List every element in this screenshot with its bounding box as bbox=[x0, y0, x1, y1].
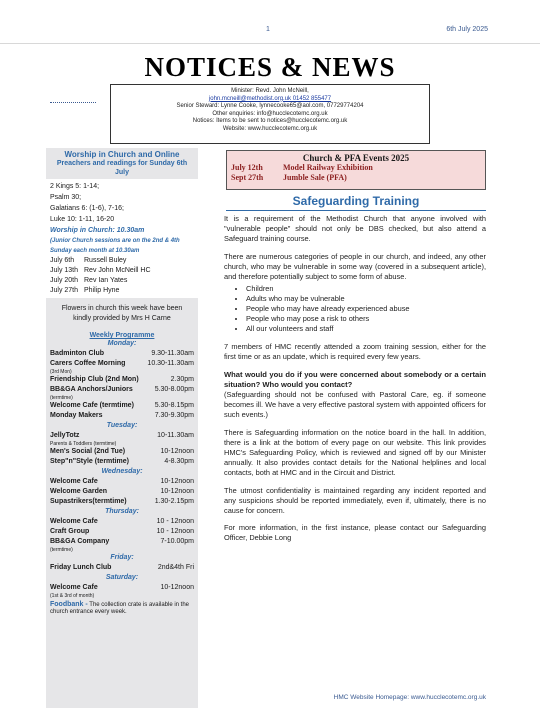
programme-time: 10 - 12noon bbox=[156, 528, 194, 535]
reading-item: 2 Kings 5: 1-14; bbox=[50, 183, 100, 190]
programme-note: (3rd Mon) bbox=[50, 369, 72, 375]
weekly-programme bbox=[46, 339, 198, 599]
programme-time: 10-12noon bbox=[160, 488, 194, 495]
programme-row bbox=[50, 517, 194, 527]
events-box bbox=[226, 150, 486, 190]
programme-row bbox=[50, 411, 194, 421]
programme-activity: BB&GA Anchors/Juniors bbox=[50, 386, 133, 393]
programme-row bbox=[50, 583, 194, 593]
contact-box bbox=[110, 84, 430, 144]
preachers-title: Preachers and readings for Sunday 6th July bbox=[56, 160, 188, 176]
programme-activity: BB&GA Company bbox=[50, 538, 110, 545]
list-item: • Adults who may be vulnerable bbox=[246, 294, 486, 304]
programme-activity: Badminton Club bbox=[50, 350, 105, 357]
programme-row bbox=[50, 537, 194, 547]
event-name: Model Railway Exhibition bbox=[283, 163, 373, 172]
issue-date: 6th July 2025 bbox=[446, 26, 488, 33]
programme-row bbox=[50, 401, 194, 411]
decorative-dotted-line bbox=[50, 102, 96, 103]
preacher-row bbox=[50, 266, 194, 276]
preacher-name: Rev Ian Yates bbox=[84, 277, 128, 284]
programme-activity: Men's Social (2nd Tue) bbox=[50, 448, 126, 455]
programme-row bbox=[50, 527, 194, 537]
programme-row bbox=[50, 563, 194, 573]
sidebar bbox=[46, 148, 198, 708]
programme-row bbox=[50, 375, 194, 385]
page-number: 1 bbox=[266, 26, 270, 33]
foodbank-note bbox=[46, 599, 198, 618]
programme-time: 10-11.30am bbox=[157, 432, 194, 439]
reading-item: Psalm 30; bbox=[50, 194, 82, 201]
events-title: Church & PFA Events 2025 bbox=[302, 153, 410, 163]
programme-activity: Craft Group bbox=[50, 528, 90, 535]
event-date: July 12th bbox=[231, 163, 263, 172]
event-row bbox=[231, 163, 481, 173]
programme-note: (termtime) bbox=[50, 547, 73, 553]
article-paragraph: (Safeguarding should not be confused with Pastoral Care, eg. if someone becomes ill. We have a very effective pastoral system with appointed officers for such events.) bbox=[224, 390, 486, 420]
article-paragraph: The utmost confidentiality is maintained regarding any incident reported and any suspicions should be reported immediately, even if, ultimately, there is no cause for concern. bbox=[224, 485, 486, 516]
reading-item: Luke 10: 1-11, 16-20 bbox=[50, 216, 115, 223]
programme-time: 4-8.30pm bbox=[164, 458, 194, 465]
flowers-notice: Flowers in church this week have been kindly provided by Mrs H Carne bbox=[46, 298, 198, 330]
minister-email[interactable]: john.mcneill@methodist.org.uk 01452 855477 bbox=[208, 95, 332, 102]
programme-activity: Welcome Cafe bbox=[50, 518, 98, 525]
programme-row bbox=[50, 385, 194, 395]
junior-church-note: (Junior Church sessions are on the 2nd & 4th Sunday each month at 10.30am bbox=[50, 238, 180, 254]
article-paragraph: There is Safeguarding information on the notice board in the hall. In addition, there is a link at the bottom of every page on our website. This link provides HMC's Safeguarding Policy, which is reviewed and signed off by our Minister annually. It also provides contact details for the National helplines and local contacts, both at HMC and in the Circuit and District. bbox=[224, 427, 486, 478]
preacher-name: Rev John McNeill HC bbox=[84, 267, 151, 274]
worship-time: Worship in Church: 10.30am bbox=[50, 227, 145, 234]
programme-time: 10-12noon bbox=[160, 584, 194, 591]
programme-day: Wednesday: bbox=[101, 468, 143, 475]
preacher-date: July 13th bbox=[50, 267, 79, 274]
preacher-date: July 27th bbox=[50, 287, 79, 294]
preacher-row bbox=[50, 286, 194, 296]
foodbank-title: Foodbank - bbox=[50, 601, 88, 608]
programme-day: Friday: bbox=[110, 554, 134, 561]
reading-item: Galatians 6: (1-6), 7-16; bbox=[50, 205, 124, 212]
programme-note: Parents & Toddlers (termtime) bbox=[50, 441, 117, 447]
preacher-row bbox=[50, 276, 194, 286]
article-paragraph: There are numerous categories of people in our church, and indeed, any other church, who may be vulnerable in some way (covered in a subsequent article), and therefore potentially subject to some form of abuse. bbox=[224, 251, 486, 282]
programme-time: 5.30-8.15pm bbox=[154, 402, 194, 409]
preacher-name: Philip Hyne bbox=[84, 287, 120, 294]
article-body bbox=[224, 214, 486, 551]
preachers-list bbox=[50, 256, 194, 296]
programme-activity: JellyTotz bbox=[50, 432, 80, 439]
programme-row bbox=[50, 349, 194, 359]
preacher-name: Russell Buley bbox=[84, 257, 127, 264]
minister-line: Minister: Revd. John McNeill, bbox=[231, 88, 309, 94]
article-paragraph: For more information, in the first instance, please contact our Safeguarding Officer, Debbie Long bbox=[224, 523, 486, 543]
programme-time: 2nd&4th Fri bbox=[157, 564, 194, 571]
list-item: • Children bbox=[246, 284, 486, 294]
article-paragraph: 7 members of HMC recently attended a zoom training session, either for the first time or as an update, which is required every few years. bbox=[224, 342, 486, 362]
article-title: Safeguarding Training bbox=[226, 194, 486, 211]
programme-row bbox=[50, 497, 194, 507]
programme-activity: Welcome Cafe bbox=[50, 478, 98, 485]
programme-day: Thursday: bbox=[105, 508, 139, 515]
readings-block bbox=[46, 179, 198, 298]
programme-activity: Welcome Cafe (termtime) bbox=[50, 402, 134, 409]
notices-line: Notices: Items to be sent to notices@hucclecotemc.org.uk bbox=[192, 118, 348, 125]
programme-title: Weekly Programme bbox=[89, 332, 155, 339]
programme-time: 10 - 12noon bbox=[156, 518, 194, 525]
event-date: Sept 27th bbox=[231, 173, 264, 182]
programme-row bbox=[50, 487, 194, 497]
preacher-row bbox=[50, 256, 194, 266]
foodbank-text: The collection crate is available in the church entrance every week. bbox=[50, 602, 190, 615]
programme-row bbox=[50, 431, 194, 441]
programme-day: Tuesday: bbox=[106, 422, 138, 429]
website-line[interactable]: Website: www.hucclecotemc.org.uk bbox=[222, 125, 318, 132]
programme-time: 7-10.00pm bbox=[160, 538, 194, 545]
programme-day: Monday: bbox=[107, 340, 137, 347]
programme-time: 10.30-11.30am bbox=[147, 360, 194, 367]
list-item: • People who may pose a risk to others bbox=[246, 314, 486, 324]
programme-time: 10-12noon bbox=[160, 448, 194, 455]
article-question: What would you do if you were concerned about somebody or a certain situation? Who would you contact? bbox=[224, 369, 486, 389]
programme-activity: Friendship Club (2nd Mon) bbox=[50, 376, 139, 383]
programme-time: 1.30-2.15pm bbox=[154, 498, 194, 505]
article-paragraph: It is a requirement of the Methodist Church that anyone involved with "vulnerable people" should not only be DBS checked, but also attend a Safeguard training course. bbox=[224, 214, 486, 244]
programme-row bbox=[50, 477, 194, 487]
programme-row bbox=[50, 359, 194, 369]
worship-title: Worship in Church and Online bbox=[64, 150, 180, 159]
list-item: • All our volunteers and staff bbox=[246, 324, 486, 334]
preacher-date: July 6th bbox=[50, 257, 75, 264]
programme-activity: Friday Lunch Club bbox=[50, 564, 112, 571]
enquiries-line: Other enquiries: info@hucclecotemc.org.uk bbox=[212, 110, 328, 117]
preacher-date: July 20th bbox=[50, 277, 79, 284]
programme-time: 2.30pm bbox=[170, 376, 194, 383]
programme-activity: Welcome Garden bbox=[50, 488, 108, 495]
programme-activity: Carers Coffee Morning bbox=[50, 360, 126, 367]
list-item: • People who may have already experienced abuse bbox=[246, 304, 486, 314]
programme-time: 10-12noon bbox=[160, 478, 194, 485]
programme-time: 5.30-8.00pm bbox=[154, 386, 194, 393]
programme-note: (1st & 3rd of month) bbox=[50, 593, 95, 599]
event-name: Jumble Sale (PFA) bbox=[283, 173, 347, 182]
event-row bbox=[231, 173, 481, 183]
programme-day: Saturday: bbox=[105, 574, 139, 581]
steward-line: Senior Steward: Lynne Cooke, lynnecooke65@aol.com, 07729774204 bbox=[176, 103, 364, 110]
programme-time: 7.30-9.30pm bbox=[154, 412, 194, 419]
footer-website[interactable]: HMC Website Homepage: www.hucclecotemc.org.uk bbox=[333, 694, 486, 701]
programme-row bbox=[50, 457, 194, 467]
programme-activity: Supastrikers(termtime) bbox=[50, 498, 127, 505]
programme-activity: Welcome Cafe bbox=[50, 584, 98, 591]
page-header bbox=[0, 20, 540, 44]
vulnerable-list bbox=[246, 284, 486, 334]
programme-activity: Step"n"Style (termtime) bbox=[50, 458, 129, 465]
programme-activity: Monday Makers bbox=[50, 412, 103, 419]
programme-row bbox=[50, 447, 194, 457]
programme-time: 9.30-11.30am bbox=[151, 350, 194, 357]
programme-note: (termtime) bbox=[50, 395, 73, 401]
masthead-title: NOTICES & NEWS bbox=[144, 52, 396, 82]
